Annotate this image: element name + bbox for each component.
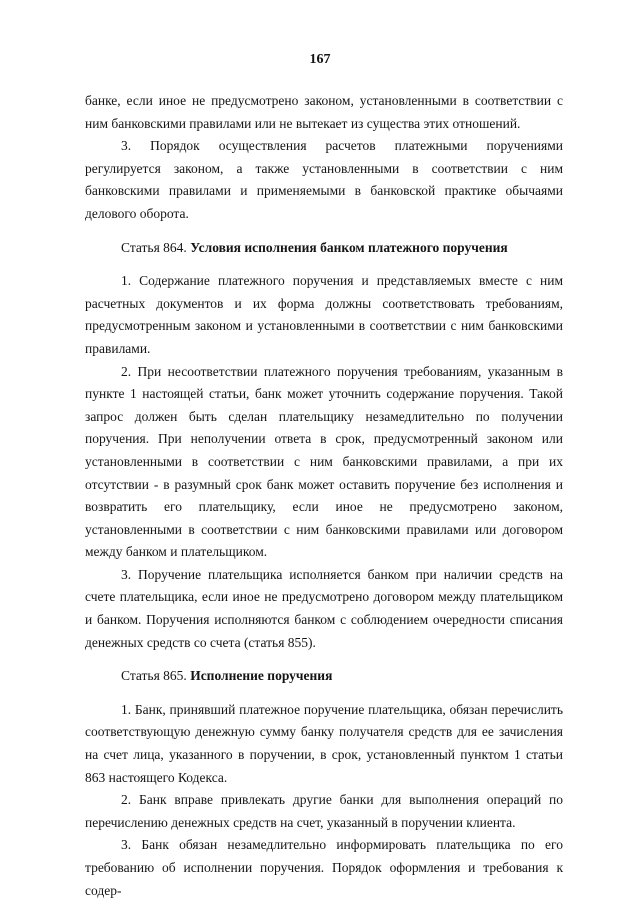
- page-number: 167: [309, 52, 331, 67]
- paragraph: 1. Содержание платежного поручения и представляемых вместе с ним расчетных документов и их форма должны соответствовать требованиям, предусмотренным законом и установленными в соответствии с ним банковскими правилами.: [85, 273, 563, 356]
- article-heading: [85, 237, 563, 260]
- paragraph: 3. Порядок осуществления расчетов платежными поручениями регулируется законом, а также установленными в соответствии с ним банковскими правилами и применяемыми в банковской практике обычаями делового оборота.: [85, 138, 563, 221]
- article-number: Статья 865.: [121, 668, 187, 684]
- article-title: Исполнение поручения: [190, 668, 333, 684]
- body-text: [85, 90, 563, 902]
- paragraph: 2. Банк вправе привлекать другие банки для выполнения операций по перечислению денежных средств на счет, указанный в поручении клиента.: [85, 792, 563, 830]
- paragraph: 3. Поручение плательщика исполняется банком при наличии средств на счете плательщика, если иное не предусмотрено договором между плательщиком и банком. Поручения исполняются банком с соблюдением очередности списания денежных средств со счета (статья 855).: [85, 566, 563, 650]
- paragraph: 3. Банк обязан незамедлительно информировать плательщика по его требованию об исполнении поручения. Порядок оформления и требования к содер-: [85, 837, 563, 898]
- article-number: Статья 864.: [121, 239, 187, 255]
- paragraph: 1. Банк, принявший платежное поручение плательщика, обязан перечислить соответствующую денежную сумму банку получателя средств для ее зачисления на счет лица, указанного в поручении, в срок, установленный пунктом 1 статьи 863 настоящего Кодекса.: [85, 701, 563, 785]
- paragraph: 2. При несоответствии платежного поручения требованиям, указанным в пункте 1 настоящей статьи, банк может уточнить содержание поручения. Такой запрос должен быть сделан плательщику незамедлительно по получении поручения. При неполучении ответа в срок, предусмотренный законом или установленными в соответствии с ним банковскими правилами, а при их отсутствии - в разумный срок банк может оставить поручение без исполнения и возвратить его плательщику, если иное не предусмотрено законом, установленными в соответствии с ним банковскими правилами или договором между банком и плательщиком.: [85, 363, 563, 560]
- article-title: Условия исполнения банком платежного поручения: [190, 239, 508, 255]
- article-heading: [85, 665, 563, 688]
- paragraph: банке, если иное не предусмотрено законом, установленными в соответствии с ним банковскими правилами или не вытекает из существа этих отношений.: [85, 93, 563, 131]
